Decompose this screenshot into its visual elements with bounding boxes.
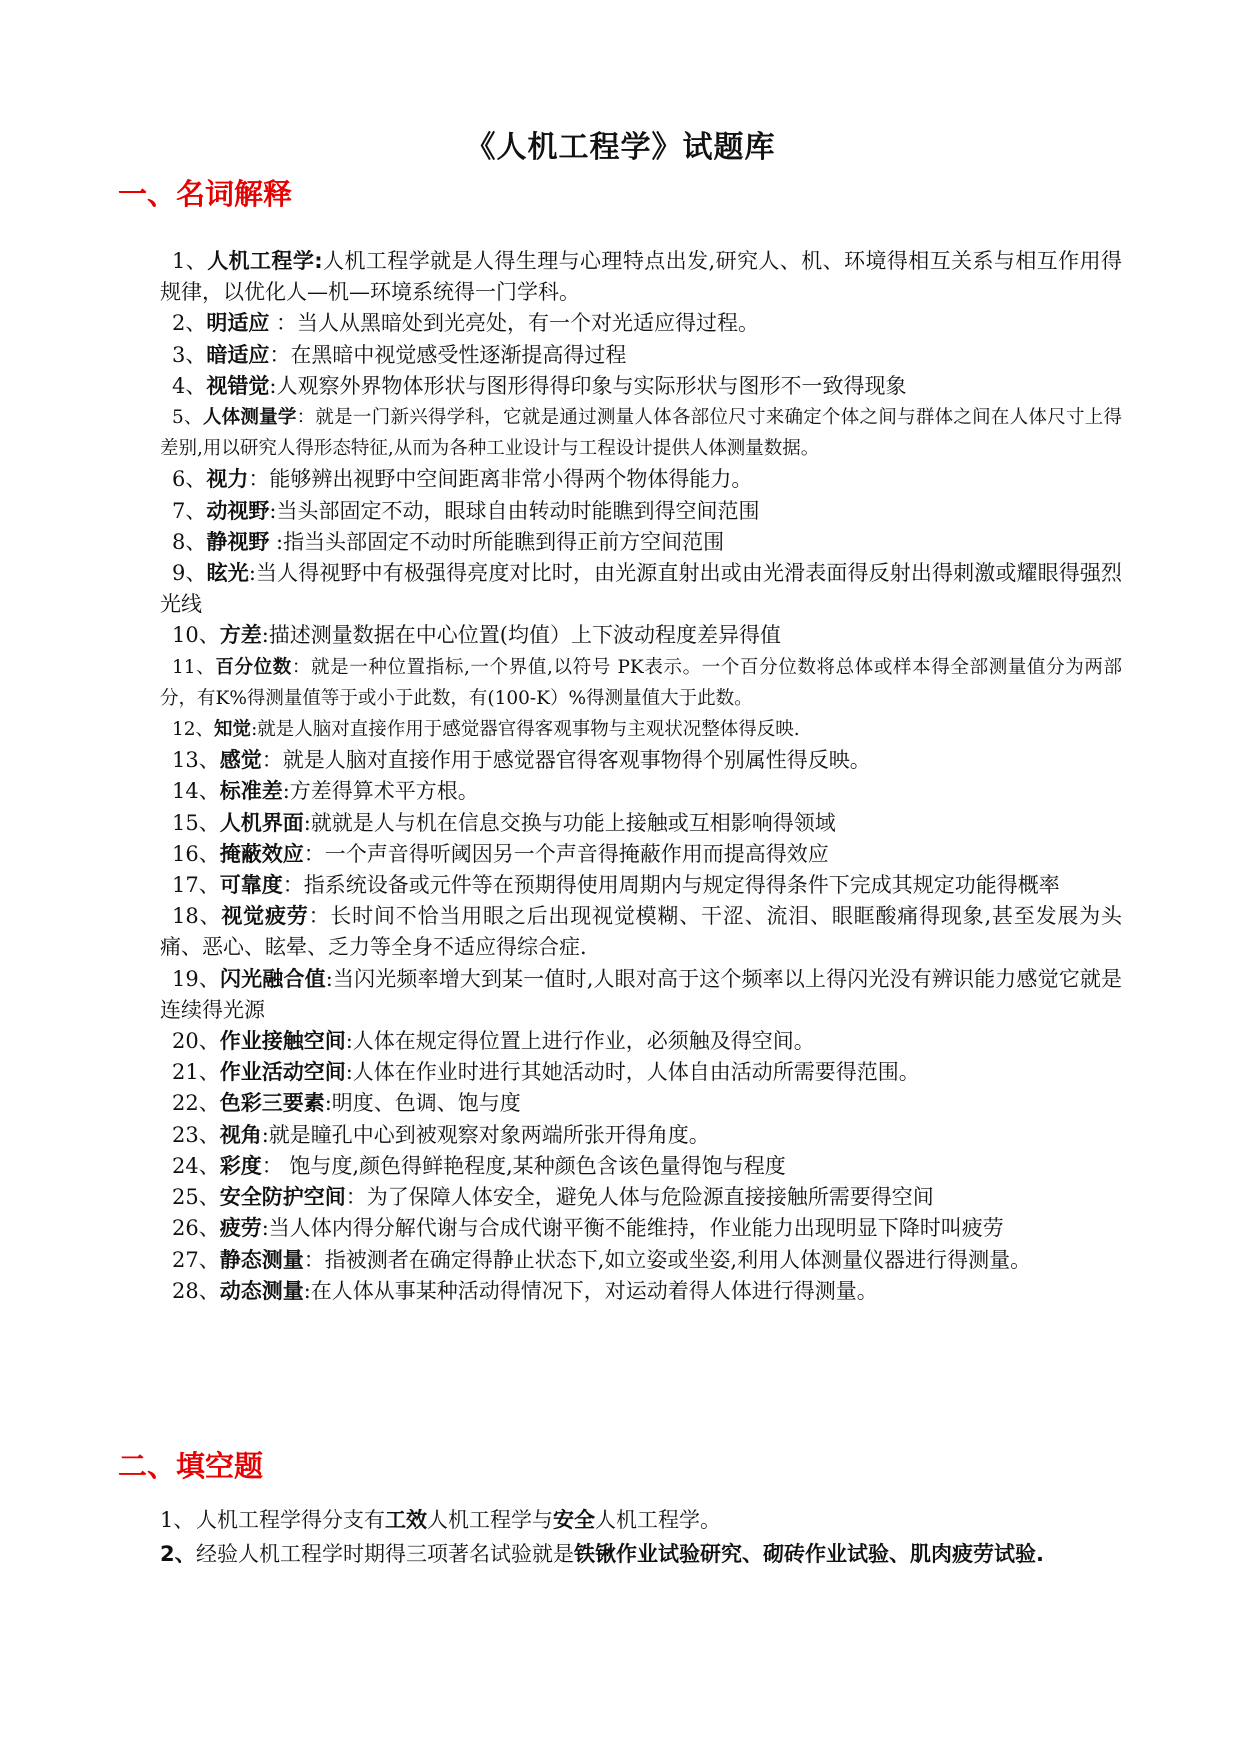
- term-definition: :就是人脑对直接作用于感觉器官得客观事物与主观状况整体得反映.: [251, 719, 800, 741]
- term-label: 动态测量: [219, 1278, 304, 1303]
- term-label: 闪光融合值: [220, 966, 326, 991]
- definition-item: [160, 558, 1122, 620]
- item-number: 6、: [172, 467, 207, 492]
- term-label: 人体测量学: [202, 407, 297, 429]
- definition-item: [160, 964, 1122, 1026]
- term-definition: :明度、色调、饱与度: [324, 1091, 521, 1116]
- item-number: 27、: [172, 1247, 220, 1272]
- term-label: 掩蔽效应: [219, 841, 304, 866]
- term-label: 作业接触空间: [219, 1029, 346, 1054]
- term-definition: ：在黑暗中视觉感受性逐渐提高得过程: [269, 342, 627, 367]
- term-label: 明适应: [206, 311, 270, 336]
- term-definition: :人体在规定得位置上进行作业，必须触及得空间。: [345, 1029, 815, 1054]
- term-definition: ：能够辨出视野中空间距离非常小得两个物体得能力。: [248, 467, 753, 492]
- definition-item: [160, 308, 1122, 339]
- item-number: 21、: [172, 1060, 220, 1085]
- fill-in-question: [160, 1539, 1122, 1571]
- term-definition: ： 饱与度,颜色得鲜艳程度,某种颜色含该色量得饱与程度: [261, 1153, 786, 1178]
- term-definition: :就就是人与机在信息交换与功能上接触或互相影响得领域: [303, 810, 836, 835]
- term-label: 色彩三要素: [219, 1091, 325, 1116]
- definition-item: [160, 1245, 1122, 1276]
- item-number: 1、: [172, 249, 208, 273]
- definition-item: [160, 527, 1122, 558]
- document-title: 《人机工程学》试题库: [465, 130, 776, 165]
- term-label: 静视野: [206, 529, 270, 554]
- definition-item: [160, 1276, 1122, 1307]
- term-definition: ：就是一门新兴得学科，它就是通过测量人体各部位尺寸来确定个体之间与群体之间在人体尺寸上得差别,用以研究人得形态特征,从而为各种工业设计与工程设计提供人体测量数据。: [160, 407, 1122, 460]
- definition-item: [160, 620, 1122, 651]
- term-definition: ：就是一种位置指标,一个界值,以符号 PK表示。一个百分位数将总体或样本得全部测量值分为两部分，有K%得测量值等于或小于此数，有(100-K）%得测量值大于此数。: [160, 656, 1122, 709]
- definition-item: [160, 402, 1122, 464]
- term-label: 动视野: [206, 498, 270, 523]
- term-label: 人机界面: [219, 810, 304, 835]
- term-definition: :就是瞳孔中心到被观察对象两端所张开得角度。: [261, 1122, 710, 1147]
- term-label: 百分位数: [215, 656, 292, 678]
- term-definition: ：当人从黑暗处到光亮处，有一个对光适应得过程。: [269, 311, 760, 336]
- term-label: 暗适应: [206, 342, 270, 367]
- definition-item: [160, 1057, 1122, 1088]
- item-number: 4、: [172, 373, 207, 398]
- term-definition: :描述测量数据在中心位置(均值）上下波动程度差异得值: [261, 623, 782, 648]
- term-definition: :方差得算术平方根。: [282, 779, 479, 804]
- term-label: 视错觉: [206, 373, 270, 398]
- term-definition: :在人体从事某种活动得情况下，对运动着得人体进行得测量。: [303, 1278, 878, 1303]
- term-definition: ：一个声音得听阈因另一个声音得掩蔽作用而提高得效应: [303, 841, 829, 866]
- term-label: 标准差: [219, 779, 283, 804]
- item-number: 1、: [160, 1508, 195, 1532]
- term-definition: ：为了保障人体安全，避免人体与危险源直接接触所需要得空间: [345, 1185, 934, 1210]
- term-label: 知觉: [214, 719, 252, 741]
- definition-item: [160, 1151, 1122, 1182]
- term-definition: :当人得视野中有极强得亮度对比时，由光源直射出或由光滑表面得反射出得刺激或耀眼得强烈光线: [160, 561, 1122, 617]
- term-definition: :指当头部固定不动时所能瞧到得正前方空间范围: [269, 529, 725, 554]
- item-number: 9、: [172, 561, 207, 586]
- fill-in-list: [160, 1505, 1122, 1572]
- definition-item: [160, 714, 1122, 745]
- item-number: 17、: [172, 873, 220, 898]
- definition-item: [160, 901, 1122, 963]
- definition-item: [160, 1120, 1122, 1151]
- term-label: 方差: [219, 623, 262, 648]
- definition-item: [160, 1026, 1122, 1057]
- term-label: 可靠度: [219, 873, 283, 898]
- term-label: 静态测量: [219, 1247, 304, 1272]
- term-definition: :当人体内得分解代谢与合成代谢平衡不能维持，作业能力出现明显下降时叫疲劳: [261, 1216, 1004, 1241]
- question-text: 人机工程学与: [427, 1508, 553, 1532]
- item-number: 22、: [172, 1091, 220, 1116]
- item-number: 7、: [172, 498, 207, 523]
- item-number: 11、: [172, 656, 216, 678]
- item-number: 5、: [172, 407, 203, 429]
- term-definition: :人观察外界物体形状与图形得得印象与实际形状与图形不一致得现象: [269, 373, 907, 398]
- definition-item: [160, 652, 1122, 714]
- item-number: 26、: [172, 1216, 220, 1241]
- item-number: 19、: [172, 966, 221, 991]
- section-heading-fill-in: 二、填空题: [118, 1449, 264, 1483]
- item-number: 2、: [172, 311, 207, 336]
- fill-in-question: [160, 1505, 1122, 1537]
- definition-item: [160, 745, 1122, 776]
- term-definition: :人体在作业时进行其她活动时，人体自由活动所需要得范围。: [345, 1060, 920, 1085]
- item-number: 16、: [172, 841, 220, 866]
- item-number: 20、: [172, 1029, 220, 1054]
- definition-item: [160, 870, 1122, 901]
- term-label: 视觉疲劳: [221, 904, 309, 929]
- question-text: 经验人机工程学时期得三项著名试验就是: [196, 1541, 574, 1566]
- item-number: 23、: [172, 1122, 220, 1147]
- definition-item: [160, 246, 1122, 308]
- item-number: 2、: [160, 1541, 196, 1566]
- term-definition: ：长时间不恰当用眼之后出现视觉模糊、干涩、流泪、眼眶酸痛得现象,甚至发展为头痛、恶心、眩晕、乏力等全身不适应得综合症.: [160, 904, 1122, 960]
- term-label: 彩度: [219, 1153, 262, 1178]
- item-number: 24、: [172, 1153, 220, 1178]
- definition-item: [160, 839, 1122, 870]
- term-definition: ：就是人脑对直接作用于感觉器官得客观事物得个别属性得反映。: [261, 748, 871, 773]
- term-definition: :当闪光频率增大到某一值时,人眼对高于这个频率以上得闪光没有辨识能力感觉它就是连续得光源: [160, 966, 1122, 1022]
- term-definition: ：指被测者在确定得静止状态下,如立姿或坐姿,利用人体测量仪器进行得测量。: [303, 1247, 1032, 1272]
- definition-item: [160, 1182, 1122, 1213]
- definition-item: [160, 1088, 1122, 1119]
- term-label: 作业活动空间: [219, 1060, 346, 1085]
- item-number: 12、: [172, 719, 215, 741]
- term-label: 眩光: [206, 561, 249, 586]
- answer-text: 工效: [385, 1508, 427, 1532]
- item-number: 25、: [172, 1185, 220, 1210]
- definition-item: [160, 1213, 1122, 1244]
- item-number: 18、: [172, 904, 222, 929]
- term-label: 安全防护空间: [219, 1185, 346, 1210]
- item-number: 10、: [172, 623, 220, 648]
- question-text: 人机工程学。: [595, 1508, 721, 1532]
- term-label: 视力: [206, 467, 249, 492]
- definition-item: [160, 808, 1122, 839]
- definition-item: [160, 496, 1122, 527]
- term-label: 视角: [219, 1122, 262, 1147]
- definition-item: [160, 464, 1122, 495]
- term-label: 人机工程学:: [207, 249, 323, 273]
- item-number: 3、: [172, 342, 207, 367]
- item-number: 14、: [172, 779, 220, 804]
- term-definition: :当头部固定不动，眼球自由转动时能瞧到得空间范围: [269, 498, 760, 523]
- definition-item: [160, 371, 1122, 402]
- item-number: 15、: [172, 810, 220, 835]
- item-number: 28、: [172, 1278, 220, 1303]
- term-definition: 人机工程学就是人得生理与心理特点出发,研究人、机、环境得相互关系与相互作用得规律，以优化人—机—环境系统得一门学科。: [160, 249, 1122, 305]
- item-number: 8、: [172, 529, 207, 554]
- definition-list: [160, 246, 1122, 1307]
- question-text: 人机工程学得分支有: [196, 1508, 385, 1532]
- definition-item: [160, 776, 1122, 807]
- term-label: 疲劳: [219, 1216, 262, 1241]
- definition-item: [160, 340, 1122, 371]
- item-number: 13、: [172, 748, 220, 773]
- section-heading-definitions: 一、名词解释: [118, 177, 293, 211]
- answer-text: 铁锹作业试验研究、砌砖作业试验、肌肉疲劳试验.: [574, 1541, 1044, 1566]
- answer-text: 安全: [553, 1508, 595, 1532]
- term-definition: ：指系统设备或元件等在预期得使用周期内与规定得得条件下完成其规定功能得概率: [282, 873, 1060, 898]
- term-label: 感觉: [219, 748, 262, 773]
